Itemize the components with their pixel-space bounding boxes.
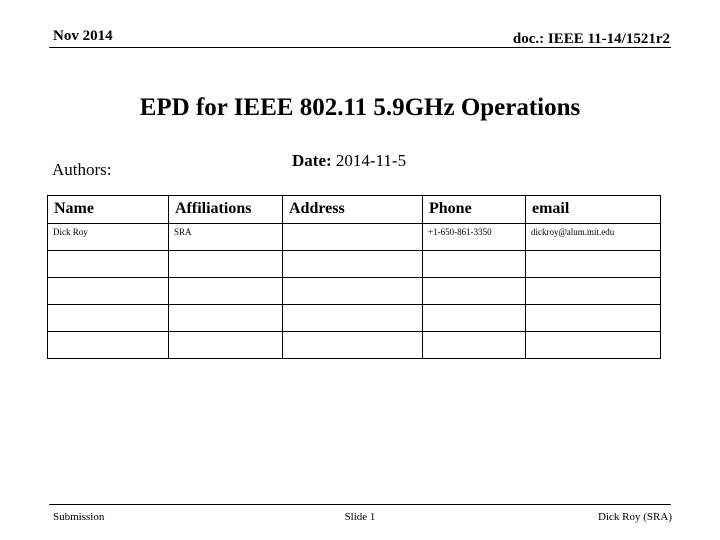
cell-affiliation <box>169 251 283 278</box>
authors-label: Authors: <box>52 160 112 179</box>
cell-name <box>48 278 169 305</box>
cell-email <box>526 305 661 332</box>
cell-phone: +1-650-861-3350 <box>423 224 526 251</box>
table-row <box>48 332 661 359</box>
cell-phone <box>423 332 526 359</box>
cell-address <box>283 305 423 332</box>
footer-divider <box>49 504 671 505</box>
footer-submission: Submission <box>53 511 105 523</box>
slide-title: EPD for IEEE 802.11 5.9GHz Operations <box>139 94 581 121</box>
table-row <box>48 278 661 305</box>
header-date: Nov 2014 <box>53 28 113 44</box>
cell-name: Dick Roy <box>48 224 169 251</box>
cell-phone <box>423 251 526 278</box>
table-row <box>48 224 661 251</box>
cell-affiliation <box>169 305 283 332</box>
column-header-name: Name <box>48 196 169 224</box>
cell-affiliation <box>169 278 283 305</box>
date-value: 2014-11-5 <box>335 151 407 170</box>
cell-name <box>48 305 169 332</box>
cell-name <box>48 332 169 359</box>
cell-address <box>283 332 423 359</box>
date-line <box>292 151 406 171</box>
column-header-email: email <box>526 196 661 224</box>
cell-name <box>48 251 169 278</box>
cell-address <box>283 278 423 305</box>
table-header-row <box>48 196 661 224</box>
column-header-affiliations: Affiliations <box>169 196 283 224</box>
authors-table <box>47 195 661 359</box>
header-doc-number: doc.: IEEE 11-14/1521r2 <box>512 31 670 47</box>
cell-email <box>526 332 661 359</box>
footer-author: Dick Roy (SRA) <box>598 511 672 523</box>
cell-email <box>526 251 661 278</box>
column-header-phone: Phone <box>423 196 526 224</box>
cell-email: dickroy@alum.mit.edu <box>526 224 661 251</box>
footer-slide-number: Slide 1 <box>344 511 376 523</box>
column-header-address: Address <box>283 196 423 224</box>
cell-phone <box>423 305 526 332</box>
cell-address <box>283 251 423 278</box>
date-label: Date: <box>292 151 332 170</box>
cell-address <box>283 224 423 251</box>
cell-affiliation <box>169 332 283 359</box>
cell-affiliation: SRA <box>169 224 283 251</box>
table-row <box>48 305 661 332</box>
table-row <box>48 251 661 278</box>
cell-email <box>526 278 661 305</box>
header-divider <box>49 47 671 48</box>
cell-phone <box>423 278 526 305</box>
